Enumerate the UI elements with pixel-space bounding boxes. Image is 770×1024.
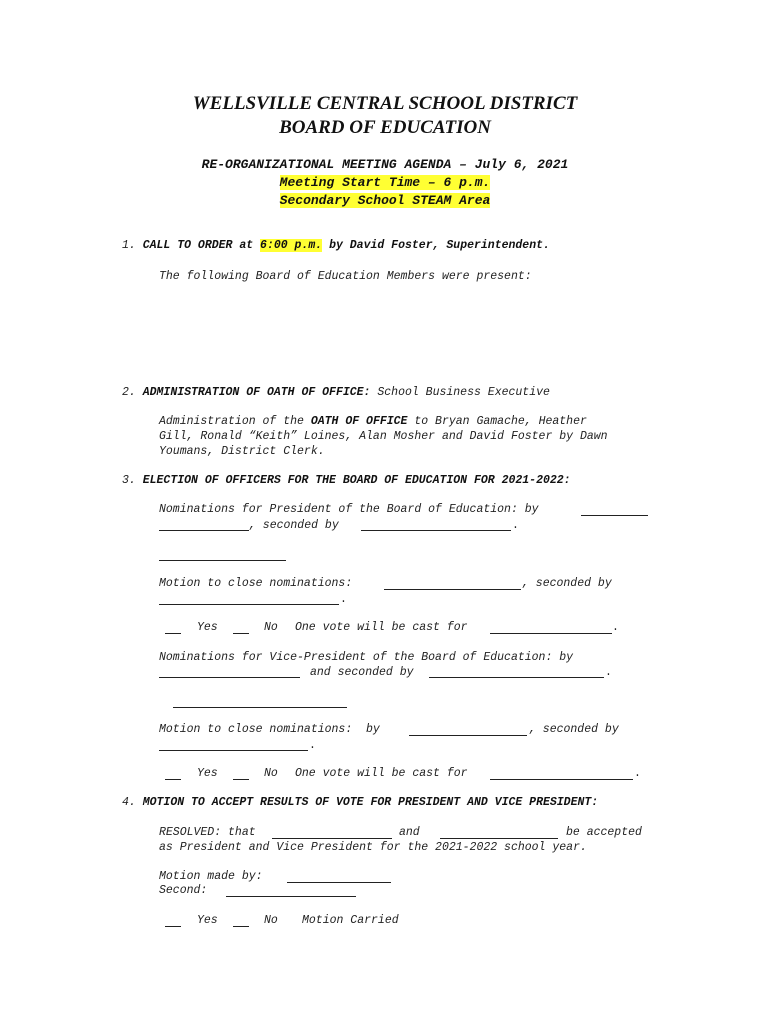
motion-seconded-label-2: , seconded by bbox=[529, 723, 619, 736]
pres-nominator-field-cont[interactable] bbox=[159, 530, 249, 531]
motion-close-label-2: Motion to close nominations: by bbox=[159, 723, 380, 736]
district-title: WELLSVILLE CENTRAL SCHOOL DISTRICT bbox=[192, 93, 578, 114]
motion-close-label-1: Motion to close nominations: bbox=[159, 577, 353, 590]
no-blank-2[interactable] bbox=[233, 779, 249, 780]
period: . bbox=[309, 739, 316, 752]
item-number: 1. bbox=[122, 239, 136, 252]
call-to-order-time: 6:00 p.m. bbox=[260, 239, 323, 252]
item-4-heading bbox=[122, 796, 598, 809]
item-1-title-a: CALL TO ORDER at bbox=[142, 239, 261, 252]
vp-nominator-field[interactable] bbox=[159, 677, 300, 678]
oath-text-b: to Bryan Gamache, Heather bbox=[407, 415, 587, 428]
vp-extra-field[interactable] bbox=[173, 707, 347, 708]
second-label: Second: bbox=[159, 884, 208, 897]
resolved-and: and bbox=[399, 826, 420, 839]
vp-and-seconded-label: and seconded by bbox=[310, 666, 414, 679]
item-2-title: ADMINISTRATION OF OATH OF OFFICE: bbox=[142, 386, 371, 399]
location-line bbox=[0, 193, 770, 208]
members-present-text: The following Board of Education Members were present: bbox=[159, 270, 532, 283]
motion-seconded-label-1: , seconded by bbox=[522, 577, 612, 590]
oath-text-line-3: Youmans, District Clerk. bbox=[159, 445, 325, 458]
one-vote-label-1: One vote will be cast for bbox=[295, 621, 468, 634]
motion-seconder-field-1[interactable] bbox=[159, 604, 339, 605]
oath-text-bold: OATH OF OFFICE bbox=[310, 415, 408, 428]
pres-seconder-field[interactable] bbox=[361, 530, 511, 531]
no-label-1: No bbox=[264, 621, 278, 634]
yes-blank-2[interactable] bbox=[165, 779, 181, 780]
resolved-vp-field[interactable] bbox=[440, 838, 558, 839]
resolved-label: RESOLVED: that bbox=[159, 826, 256, 839]
vp-seconder-field[interactable] bbox=[429, 677, 604, 678]
one-vote-field-2[interactable] bbox=[490, 779, 633, 780]
second-field[interactable] bbox=[226, 896, 356, 897]
yes-blank-3[interactable] bbox=[165, 926, 181, 927]
no-blank-3[interactable] bbox=[233, 926, 249, 927]
period: . bbox=[512, 519, 519, 532]
item-1-title-b: by David Foster, Superintendent. bbox=[322, 239, 550, 252]
item-number: 4. bbox=[122, 796, 136, 809]
board-title: BOARD OF EDUCATION bbox=[279, 117, 491, 138]
one-vote-field-1[interactable] bbox=[490, 633, 612, 634]
item-number: 3. bbox=[122, 474, 136, 487]
agenda-title: RE-ORGANIZATIONAL MEETING AGENDA – July 6, 2021 bbox=[201, 157, 569, 172]
motion-close-field-1[interactable] bbox=[384, 589, 521, 590]
president-nomination-text: Nominations for President of the Board of Education: by bbox=[159, 503, 539, 516]
start-time: Meeting Start Time – 6 p.m. bbox=[279, 175, 491, 190]
item-4-title: MOTION TO ACCEPT RESULTS OF VOTE FOR PRESIDENT AND VICE PRESIDENT: bbox=[142, 796, 599, 809]
motion-made-field[interactable] bbox=[287, 882, 391, 883]
pres-seconded-label: , seconded by bbox=[249, 519, 339, 532]
item-1-heading bbox=[122, 239, 550, 252]
item-2-title-rest: School Business Executive bbox=[370, 386, 550, 399]
motion-close-field-2[interactable] bbox=[409, 735, 527, 736]
no-blank-1[interactable] bbox=[233, 633, 249, 634]
pres-nominator-field[interactable] bbox=[581, 515, 648, 516]
be-accepted-label: be accepted bbox=[566, 826, 642, 839]
period: . bbox=[340, 593, 347, 606]
item-number: 2. bbox=[122, 386, 136, 399]
oath-text-line-2: Gill, Ronald “Keith” Loines, Alan Mosher and David Foster by Dawn bbox=[159, 430, 608, 443]
yes-label-3: Yes bbox=[197, 914, 218, 927]
item-3-heading bbox=[122, 474, 571, 487]
motion-made-label: Motion made by: bbox=[159, 870, 263, 883]
as-president-text: as President and Vice President for the 2021-2022 school year. bbox=[159, 841, 587, 854]
start-time-line bbox=[0, 175, 770, 190]
period: . bbox=[612, 621, 619, 634]
yes-blank-1[interactable] bbox=[165, 633, 181, 634]
period: . bbox=[634, 767, 641, 780]
yes-label-1: Yes bbox=[197, 621, 218, 634]
item-2-heading bbox=[122, 386, 550, 399]
oath-text-a: Administration of the bbox=[159, 415, 311, 428]
motion-carried-label: Motion Carried bbox=[302, 914, 399, 927]
vp-nomination-text: Nominations for Vice-President of the Board of Education: by bbox=[159, 651, 574, 664]
resolved-president-field[interactable] bbox=[272, 838, 392, 839]
oath-text-line-1 bbox=[159, 415, 587, 428]
motion-seconder-field-2[interactable] bbox=[159, 750, 308, 751]
one-vote-label-2: One vote will be cast for bbox=[295, 767, 468, 780]
location: Secondary School STEAM Area bbox=[279, 193, 491, 208]
item-3-title: ELECTION OF OFFICERS FOR THE BOARD OF EDUCATION FOR 2021-2022: bbox=[142, 474, 571, 487]
pres-extra-field[interactable] bbox=[159, 560, 286, 561]
no-label-2: No bbox=[264, 767, 278, 780]
period: . bbox=[605, 666, 612, 679]
yes-label-2: Yes bbox=[197, 767, 218, 780]
no-label-3: No bbox=[264, 914, 278, 927]
